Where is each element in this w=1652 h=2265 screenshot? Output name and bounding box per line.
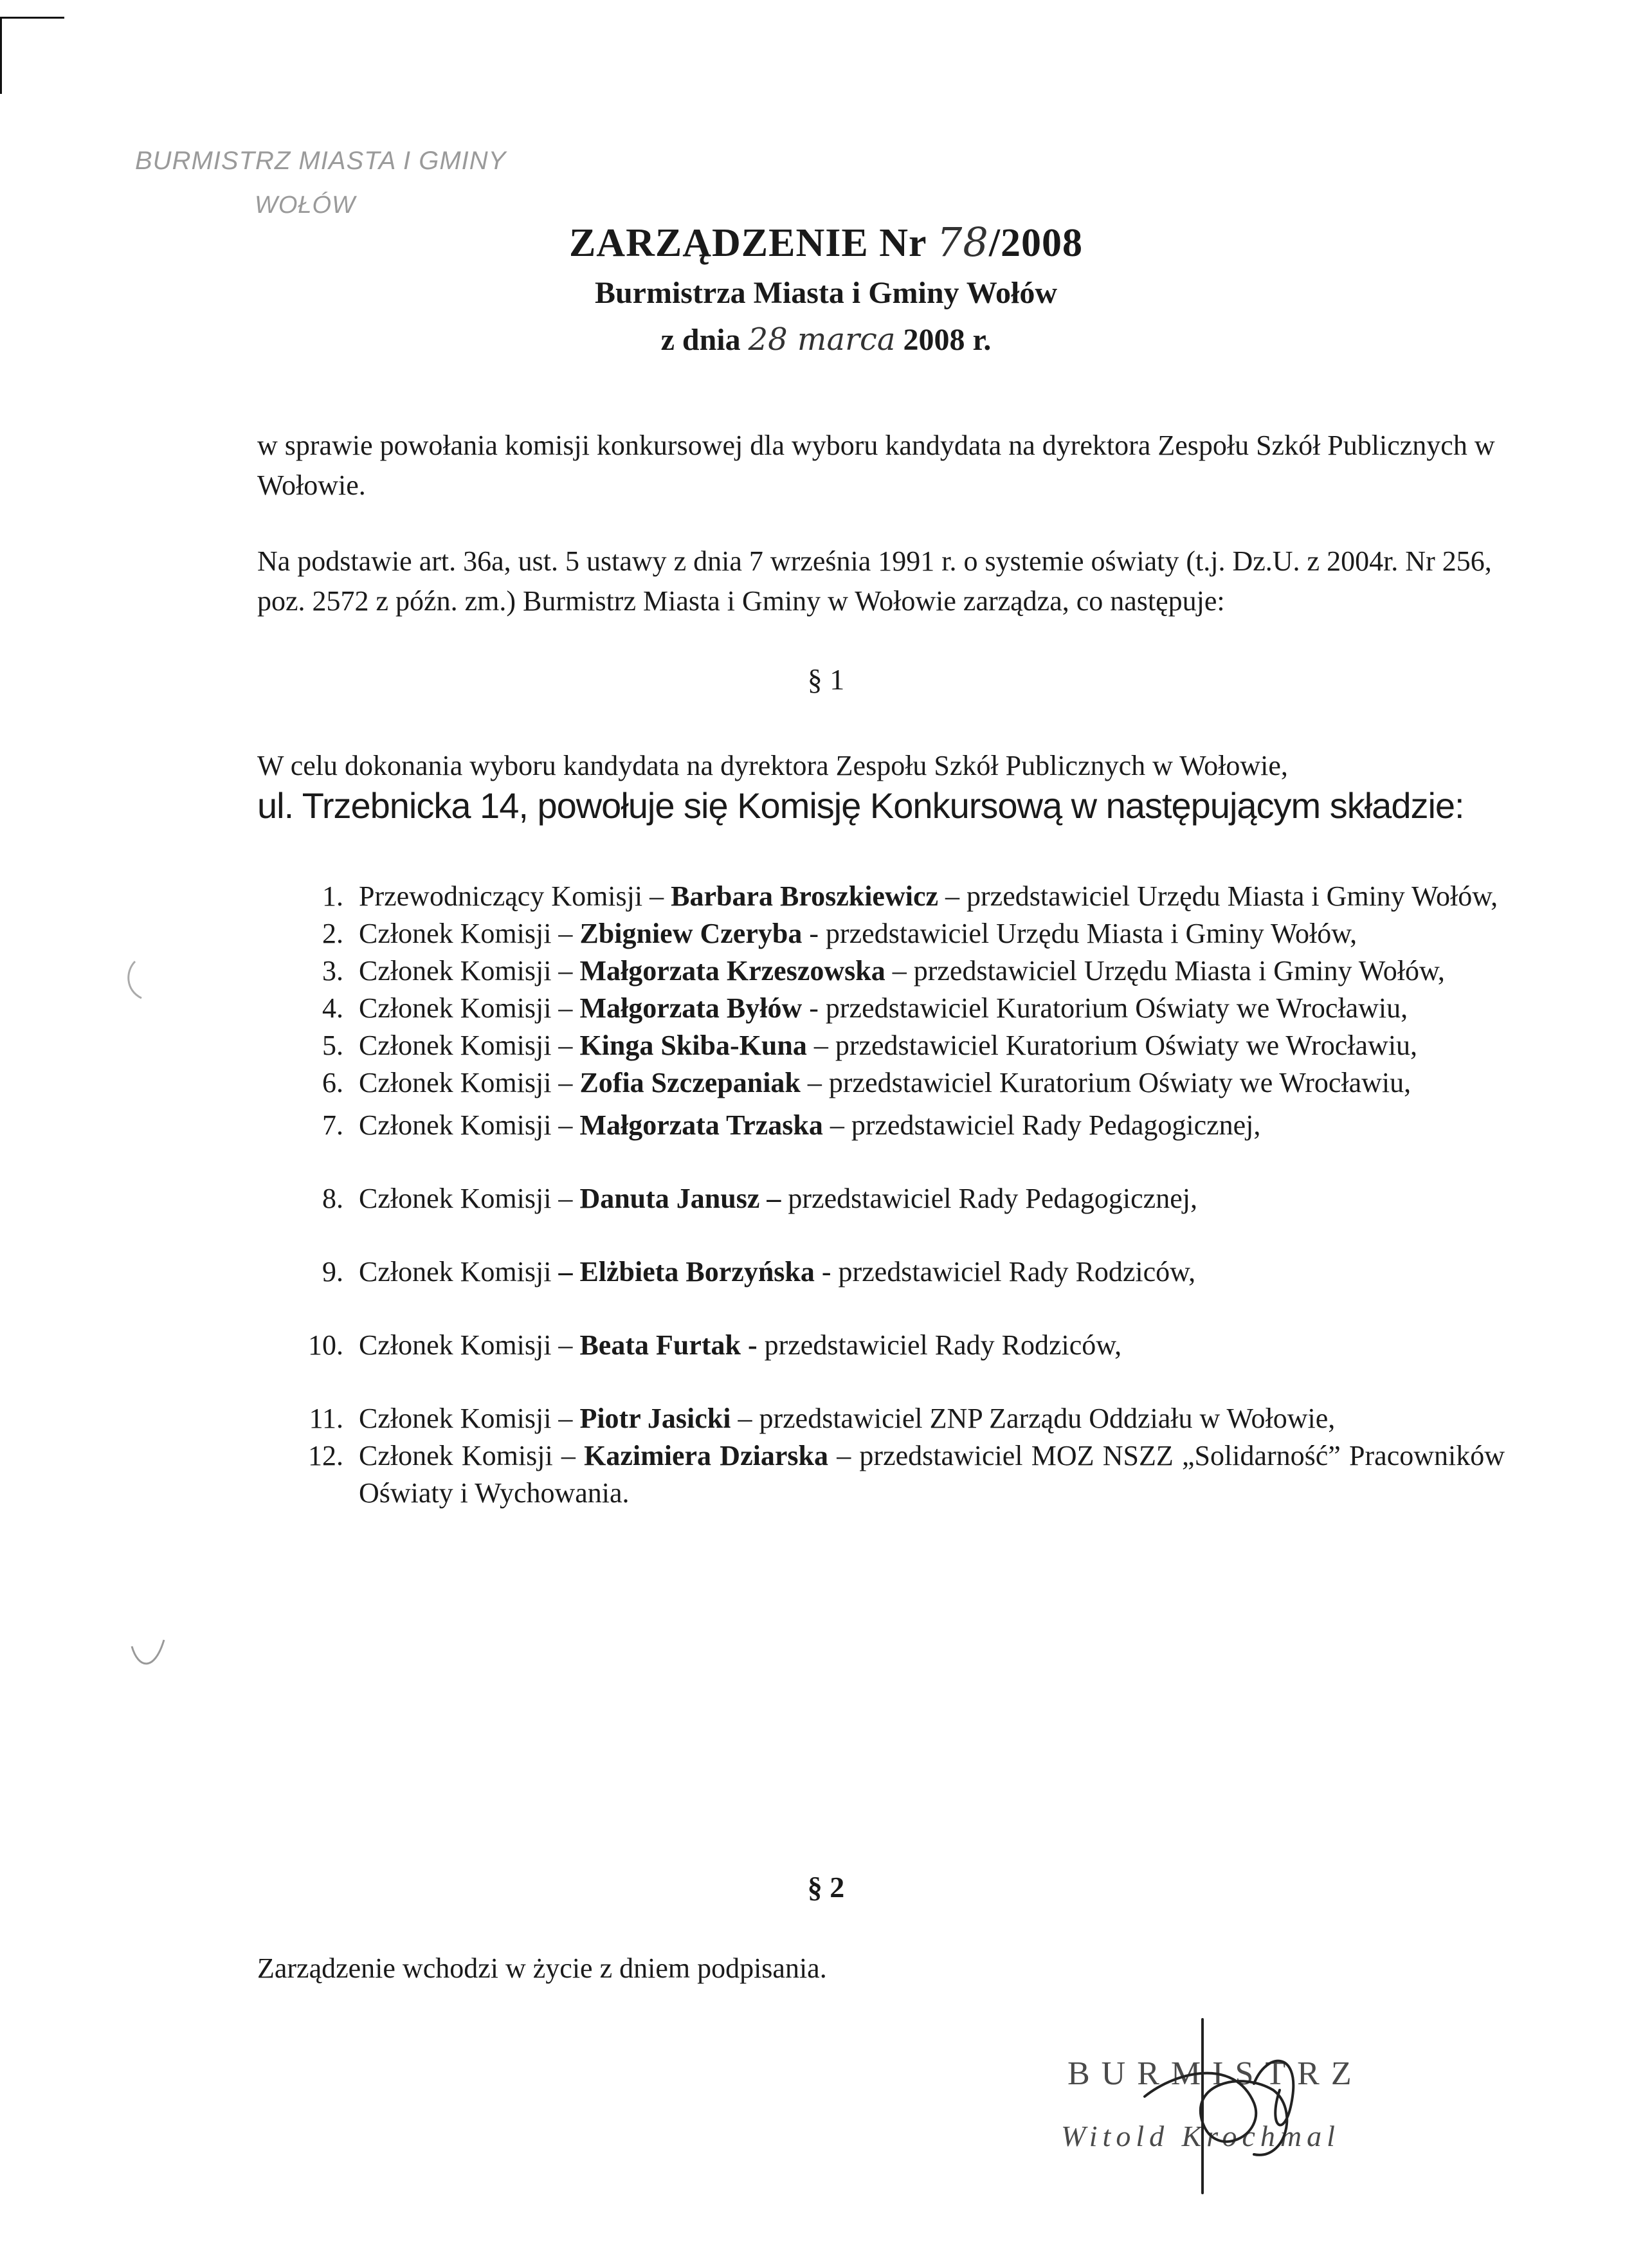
office-stamp-line2: WOŁÓW [255,192,356,219]
scan-corner-mark [0,17,2,94]
closing-statement: Zarządzenie wchodzi w życie z dniem podpisania. [257,1952,827,1984]
date-line: z dnia 28 marca 2008 r. [660,322,992,358]
section-2-heading: § 2 [807,1871,845,1904]
list-item: 3. Członek Komisji – Małgorzata Krzeszowska – przedstawiciel Urzędu Miasta i Gminy Wołów, [322,955,1445,987]
commission-members-list [296,878,1505,1512]
handwritten-signature [1106,2013,1376,2206]
margin-punch-mark [122,958,148,1003]
list-item: 8. Członek Komisji – Danuta Janusz – przedstawiciel Rady Pedagogicznej, [322,1183,1197,1214]
handwritten-date: 28 marca [748,322,896,358]
section-1-heading: § 1 [807,663,845,696]
list-item: 1. Przewodniczący Komisji – Barbara Broszkiewicz – przedstawiciel Urzędu Miasta i Gminy Wołów, [322,880,1498,912]
office-stamp-line1: BURMISTRZ MIASTA I GMINY [135,147,507,175]
signature-stamp-name: Witold Krochmal [1061,2120,1340,2152]
list-item: 4. Członek Komisji – Małgorzata Byłów - przedstawiciel Kuratorium Oświaty we Wrocławiu, [322,992,1408,1024]
list-item: 7. Członek Komisji – Małgorzata Trzaska – przedstawiciel Rady Pedagogicznej, [322,1109,1261,1141]
list-item: 9. Członek Komisji – Elżbieta Borzyńska - przedstawiciel Rady Rodziców, [322,1256,1196,1287]
list-item: 12. Członek Komisji – Kazimiera Dziarska – przedstawiciel MOZ NSZZ „Solidarność” Pracowników Oświaty i Wychowania. [308,1440,1505,1509]
list-item: 11. Członek Komisji – Piotr Jasicki – przedstawiciel ZNP Zarządu Oddziału w Wołowie, [309,1403,1336,1434]
signature-stamp-title: BURMISTRZ [1067,2055,1363,2092]
margin-punch-mark [129,1633,167,1678]
scan-corner-mark [0,17,64,19]
issuer-line: Burmistrza Miasta i Gminy Wołów [594,276,1058,310]
list-item: 6. Członek Komisji – Zofia Szczepaniak – przedstawiciel Kuratorium Oświaty we Wrocławiu, [322,1067,1411,1098]
legal-basis-paragraph: Na podstawie art. 36a, ust. 5 ustawy z dnia 7 września 1991 r. o systemie oświaty (t.j. Dz.U. z 2004r. Nr 256, poz. 2572 z późn. zm.) Burmistrz Miasta i Gminy w Wołowie zarządza, co następuje: [257,545,1492,617]
subject-paragraph: w sprawie powołania komisji konkursowej dla wyboru kandydata na dyrektora Zespołu Szkół Publicznych w Wołowie. [257,430,1495,501]
section-1-intro: W celu dokonania wyboru kandydata na dyrektora Zespołu Szkół Publicznych w Wołowie, ul. Trzebnicka 14, powołuje się Komisję Konkursową w następującym składzie: [257,750,1464,826]
document-title: ZARZĄDZENIE Nr 78/2008 [568,219,1084,266]
handwritten-number: 78 [936,219,989,266]
list-item: 2. Członek Komisji – Zbigniew Czeryba - przedstawiciel Urzędu Miasta i Gminy Wołów, [322,918,1357,949]
list-item: 10. Członek Komisji – Beata Furtak - przedstawiciel Rady Rodziców, [308,1329,1122,1361]
list-item: 5. Członek Komisji – Kinga Skiba-Kuna – przedstawiciel Kuratorium Oświaty we Wrocławiu, [322,1030,1418,1061]
